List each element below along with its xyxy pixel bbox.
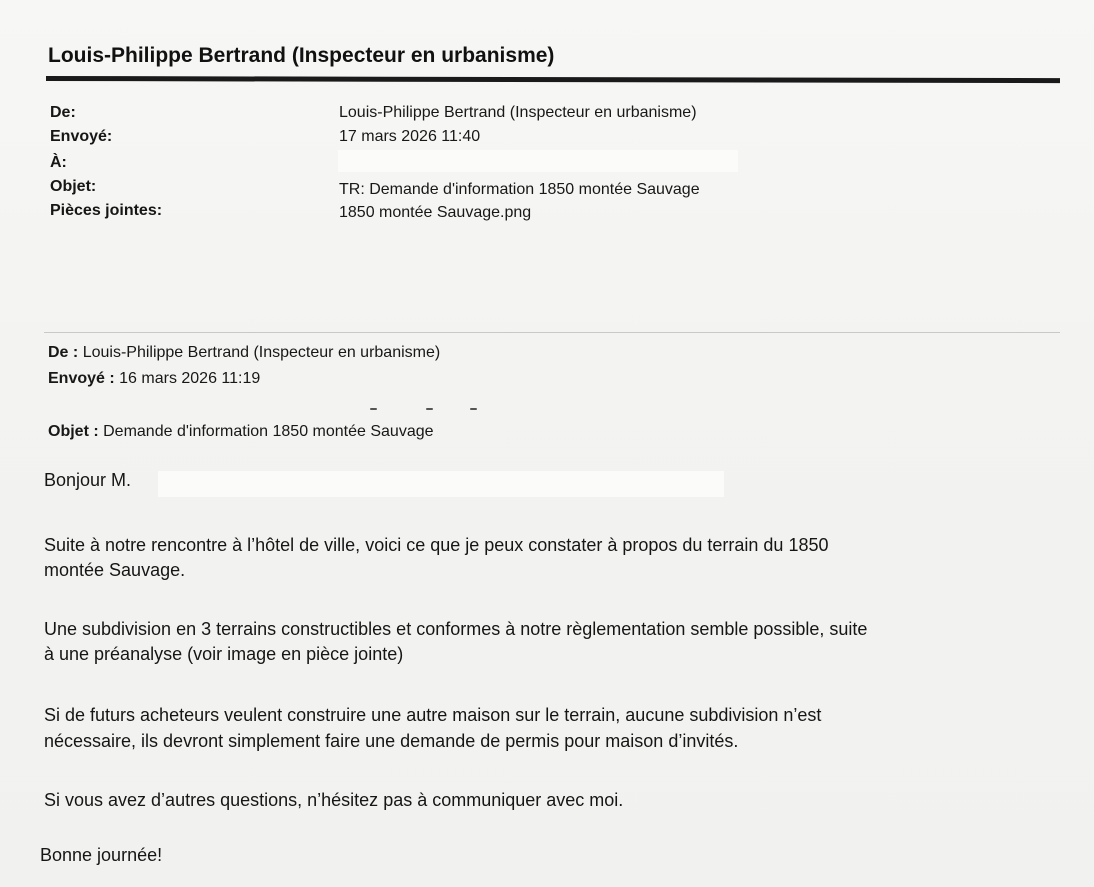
forwarded-sent-value: 16 mars 2026 11:19 <box>119 370 261 387</box>
forwarded-subject <box>48 423 434 441</box>
to-value-redaction <box>338 150 738 172</box>
redaction-residue <box>370 408 490 412</box>
paragraph-3-line-1: Si de futurs acheteurs veulent construire une autre maison sur le terrain, aucune subdivision n’est <box>44 705 822 725</box>
forwarded-subject-label: Objet : <box>48 423 99 440</box>
from-label: De: <box>50 104 76 121</box>
section-divider <box>44 332 1060 333</box>
closing: Bonne journée! <box>40 845 163 865</box>
to-label: À: <box>50 154 67 171</box>
forwarded-from-label: De : <box>48 344 79 361</box>
title-divider <box>46 76 1060 83</box>
forwarded-subject-value: Demande d'information 1850 montée Sauvage <box>103 423 434 440</box>
subject-label: Objet: <box>50 178 97 195</box>
from-value: Louis-Philippe Bertrand (Inspecteur en urbanisme) <box>339 104 697 121</box>
forwarded-from <box>48 344 440 362</box>
paragraph-2-line-2: à une préanalyse (voir image en pièce jointe) <box>44 644 404 664</box>
paragraph-3-line-2: nécessaire, ils devront simplement faire une demande de permis pour maison d’invités. <box>44 731 739 751</box>
subject-value: TR: Demande d'information 1850 montée Sauvage <box>339 181 700 198</box>
greeting: Bonjour M. <box>44 470 132 490</box>
recipient-name-redaction <box>158 471 724 497</box>
paragraph-2-line-1: Une subdivision en 3 terrains constructibles et conformes à notre règlementation semble possible, suite <box>44 619 868 639</box>
sender-title: Louis-Philippe Bertrand (Inspecteur en urbanisme) <box>48 44 555 67</box>
forwarded-from-value: Louis-Philippe Bertrand (Inspecteur en urbanisme) <box>82 344 441 361</box>
paragraph-4: Si vous avez d’autres questions, n’hésitez pas à communiquer avec moi. <box>44 790 624 810</box>
forwarded-sent <box>48 370 260 388</box>
paragraph-1-line-2: montée Sauvage. <box>44 560 186 580</box>
forwarded-sent-label: Envoyé : <box>48 370 115 387</box>
paragraph-1-line-1: Suite à notre rencontre à l’hôtel de ville, voici ce que je peux constater à propos du terrain du 1850 <box>44 535 829 555</box>
attachment-link[interactable]: 1850 montée Sauvage.png <box>339 204 532 221</box>
sent-value: 17 mars 2026 11:40 <box>339 128 481 145</box>
attachments-label: Pièces jointes: <box>50 202 163 219</box>
sent-label: Envoyé: <box>50 128 113 145</box>
